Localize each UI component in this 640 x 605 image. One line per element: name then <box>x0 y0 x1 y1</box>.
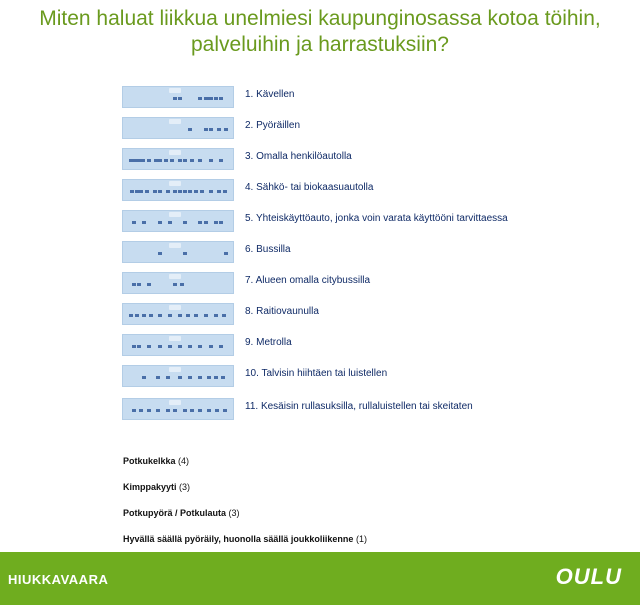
response-dot <box>200 190 204 193</box>
option-row <box>122 303 640 329</box>
response-dot <box>145 190 149 193</box>
response-dot <box>204 128 208 131</box>
response-dot <box>209 159 213 162</box>
option-row <box>122 334 640 360</box>
oulu-logo: OULU <box>555 564 622 589</box>
response-dot <box>142 376 146 379</box>
response-dot <box>219 97 223 100</box>
response-dot <box>223 409 227 412</box>
response-dots <box>127 409 229 412</box>
response-dot <box>178 314 182 317</box>
option-row <box>122 210 640 236</box>
response-dot <box>164 159 168 162</box>
response-dot <box>142 314 146 317</box>
response-dot <box>219 221 223 224</box>
response-dot <box>188 128 192 131</box>
option-label: 4. Sähkö- tai biokaasuautolla <box>245 182 374 193</box>
response-dot <box>183 159 187 162</box>
response-dots <box>127 345 229 348</box>
response-dot <box>214 314 218 317</box>
other-answer-1: Potkukelkka (4) <box>123 456 190 466</box>
page-title-line1: Miten haluat liikkua unelmiesi kaupunginosassa kotoa töihin, <box>39 7 601 30</box>
response-dots <box>127 190 229 193</box>
response-slider <box>122 210 234 232</box>
response-dot <box>158 159 162 162</box>
response-dot <box>178 376 182 379</box>
response-dot <box>147 345 151 348</box>
response-dot <box>158 345 162 348</box>
response-dot <box>158 314 162 317</box>
option-label: 7. Alueen omalla citybussilla <box>245 275 371 286</box>
option-label: 5. Yhteiskäyttöauto, jonka voin varata käyttööni tarvittaessa <box>245 213 508 224</box>
response-dot <box>147 283 151 286</box>
response-slider <box>122 272 234 294</box>
response-dot <box>166 409 170 412</box>
response-dot <box>158 252 162 255</box>
response-dot <box>137 345 141 348</box>
option-label: 3. Omalla henkilöautolla <box>245 151 352 162</box>
response-dot <box>139 190 143 193</box>
response-dots <box>127 376 229 379</box>
response-dots <box>127 314 229 317</box>
response-dot <box>209 128 213 131</box>
response-dot <box>186 314 190 317</box>
response-dot <box>183 221 187 224</box>
response-dot <box>156 376 160 379</box>
response-dot <box>183 409 187 412</box>
page-title-line2: palveluihin ja harrastuksiin? <box>191 33 449 56</box>
slider-knob <box>169 212 181 217</box>
response-dot <box>132 283 136 286</box>
other-answer-2: Kimppakyyti (3) <box>123 482 191 492</box>
response-dot <box>130 190 134 193</box>
response-dot <box>135 314 139 317</box>
response-dot <box>129 314 133 317</box>
response-dot <box>153 190 157 193</box>
response-dots <box>127 252 229 255</box>
response-dot <box>217 190 221 193</box>
response-dot <box>132 221 136 224</box>
response-dot <box>224 252 228 255</box>
response-dot <box>139 409 143 412</box>
option-row <box>122 179 640 205</box>
response-dot <box>214 376 218 379</box>
response-dot <box>198 376 202 379</box>
response-dot <box>188 376 192 379</box>
response-dots <box>127 128 229 131</box>
response-dot <box>141 159 145 162</box>
response-dot <box>198 97 202 100</box>
response-dot <box>188 190 192 193</box>
response-dot <box>170 159 174 162</box>
response-dot <box>156 409 160 412</box>
response-dot <box>214 97 218 100</box>
response-dot <box>147 159 151 162</box>
response-dot <box>198 345 202 348</box>
response-dot <box>188 345 192 348</box>
response-dot <box>209 345 213 348</box>
option-label: 1. Kävellen <box>245 89 295 100</box>
response-dot <box>178 97 182 100</box>
slider-knob <box>169 367 181 372</box>
slider-knob <box>169 181 181 186</box>
response-slider <box>122 117 234 139</box>
response-dot <box>198 221 202 224</box>
response-slider <box>122 398 234 420</box>
response-dots <box>127 97 229 100</box>
response-dot <box>132 409 136 412</box>
response-dot <box>194 314 198 317</box>
option-row <box>122 365 640 391</box>
response-dot <box>198 159 202 162</box>
response-dot <box>198 409 202 412</box>
response-dot <box>158 190 162 193</box>
response-dot <box>183 190 187 193</box>
response-dot <box>194 190 198 193</box>
response-slider <box>122 86 234 108</box>
response-dot <box>173 409 177 412</box>
response-slider <box>122 148 234 170</box>
page-title <box>0 6 640 58</box>
response-slider <box>122 303 234 325</box>
response-dot <box>183 252 187 255</box>
option-row <box>122 86 640 112</box>
option-label: 2. Pyöräillen <box>245 120 301 131</box>
response-slider <box>122 334 234 356</box>
option-row <box>122 241 640 267</box>
option-row <box>122 148 640 174</box>
response-dot <box>215 409 219 412</box>
response-dot <box>158 221 162 224</box>
option-label: 11. Kesäisin rullasuksilla, rullaluistellen tai skeitaten <box>245 401 473 412</box>
response-dot <box>166 190 170 193</box>
response-dot <box>137 283 141 286</box>
response-dot <box>168 345 172 348</box>
slider-knob <box>169 88 181 93</box>
response-dot <box>219 345 223 348</box>
response-dot <box>209 97 213 100</box>
brand-name: HIUKKAVAARA <box>8 572 109 587</box>
response-dots <box>127 221 229 224</box>
response-dot <box>178 345 182 348</box>
slider-knob <box>169 305 181 310</box>
response-dot <box>168 314 172 317</box>
response-dot <box>219 159 223 162</box>
response-dot <box>204 221 208 224</box>
response-dot <box>168 221 172 224</box>
response-dots <box>127 283 229 286</box>
response-dot <box>222 314 226 317</box>
response-dots <box>127 159 229 162</box>
option-label: 10. Talvisin hiihtäen tai luistellen <box>245 368 388 379</box>
response-dot <box>214 221 218 224</box>
response-dot <box>132 345 136 348</box>
option-row <box>122 272 640 298</box>
response-dot <box>221 376 225 379</box>
other-answer-3: Potkupyörä / Potkulauta (3) <box>123 508 240 518</box>
option-label: 8. Raitiovaunulla <box>245 306 319 317</box>
response-slider <box>122 179 234 201</box>
option-label: 9. Metrolla <box>245 337 292 348</box>
response-dot <box>190 409 194 412</box>
response-dot <box>178 190 182 193</box>
response-dot <box>178 159 182 162</box>
slider-knob <box>169 274 181 279</box>
response-dot <box>223 190 227 193</box>
response-slider <box>122 365 234 387</box>
response-dot <box>207 376 211 379</box>
slider-knob <box>169 243 181 248</box>
slider-knob <box>169 400 181 405</box>
slider-knob <box>169 150 181 155</box>
option-row <box>122 398 640 424</box>
response-dot <box>173 190 177 193</box>
slider-knob <box>169 119 181 124</box>
response-dot <box>142 221 146 224</box>
response-dot <box>207 409 211 412</box>
response-dot <box>149 314 153 317</box>
response-dot <box>166 376 170 379</box>
response-dot <box>204 314 208 317</box>
option-row <box>122 117 640 143</box>
response-dot <box>224 128 228 131</box>
other-answer-4: Hyvällä säällä pyöräily, huonolla säällä joukkoliikenne (1) <box>123 534 367 544</box>
response-dot <box>173 283 177 286</box>
response-dot <box>147 409 151 412</box>
response-dot <box>190 159 194 162</box>
response-dot <box>180 283 184 286</box>
option-label: 6. Bussilla <box>245 244 291 255</box>
response-dot <box>173 97 177 100</box>
response-dot <box>217 128 221 131</box>
response-slider <box>122 241 234 263</box>
footer-bar <box>0 552 640 605</box>
response-dot <box>209 190 213 193</box>
slider-knob <box>169 336 181 341</box>
